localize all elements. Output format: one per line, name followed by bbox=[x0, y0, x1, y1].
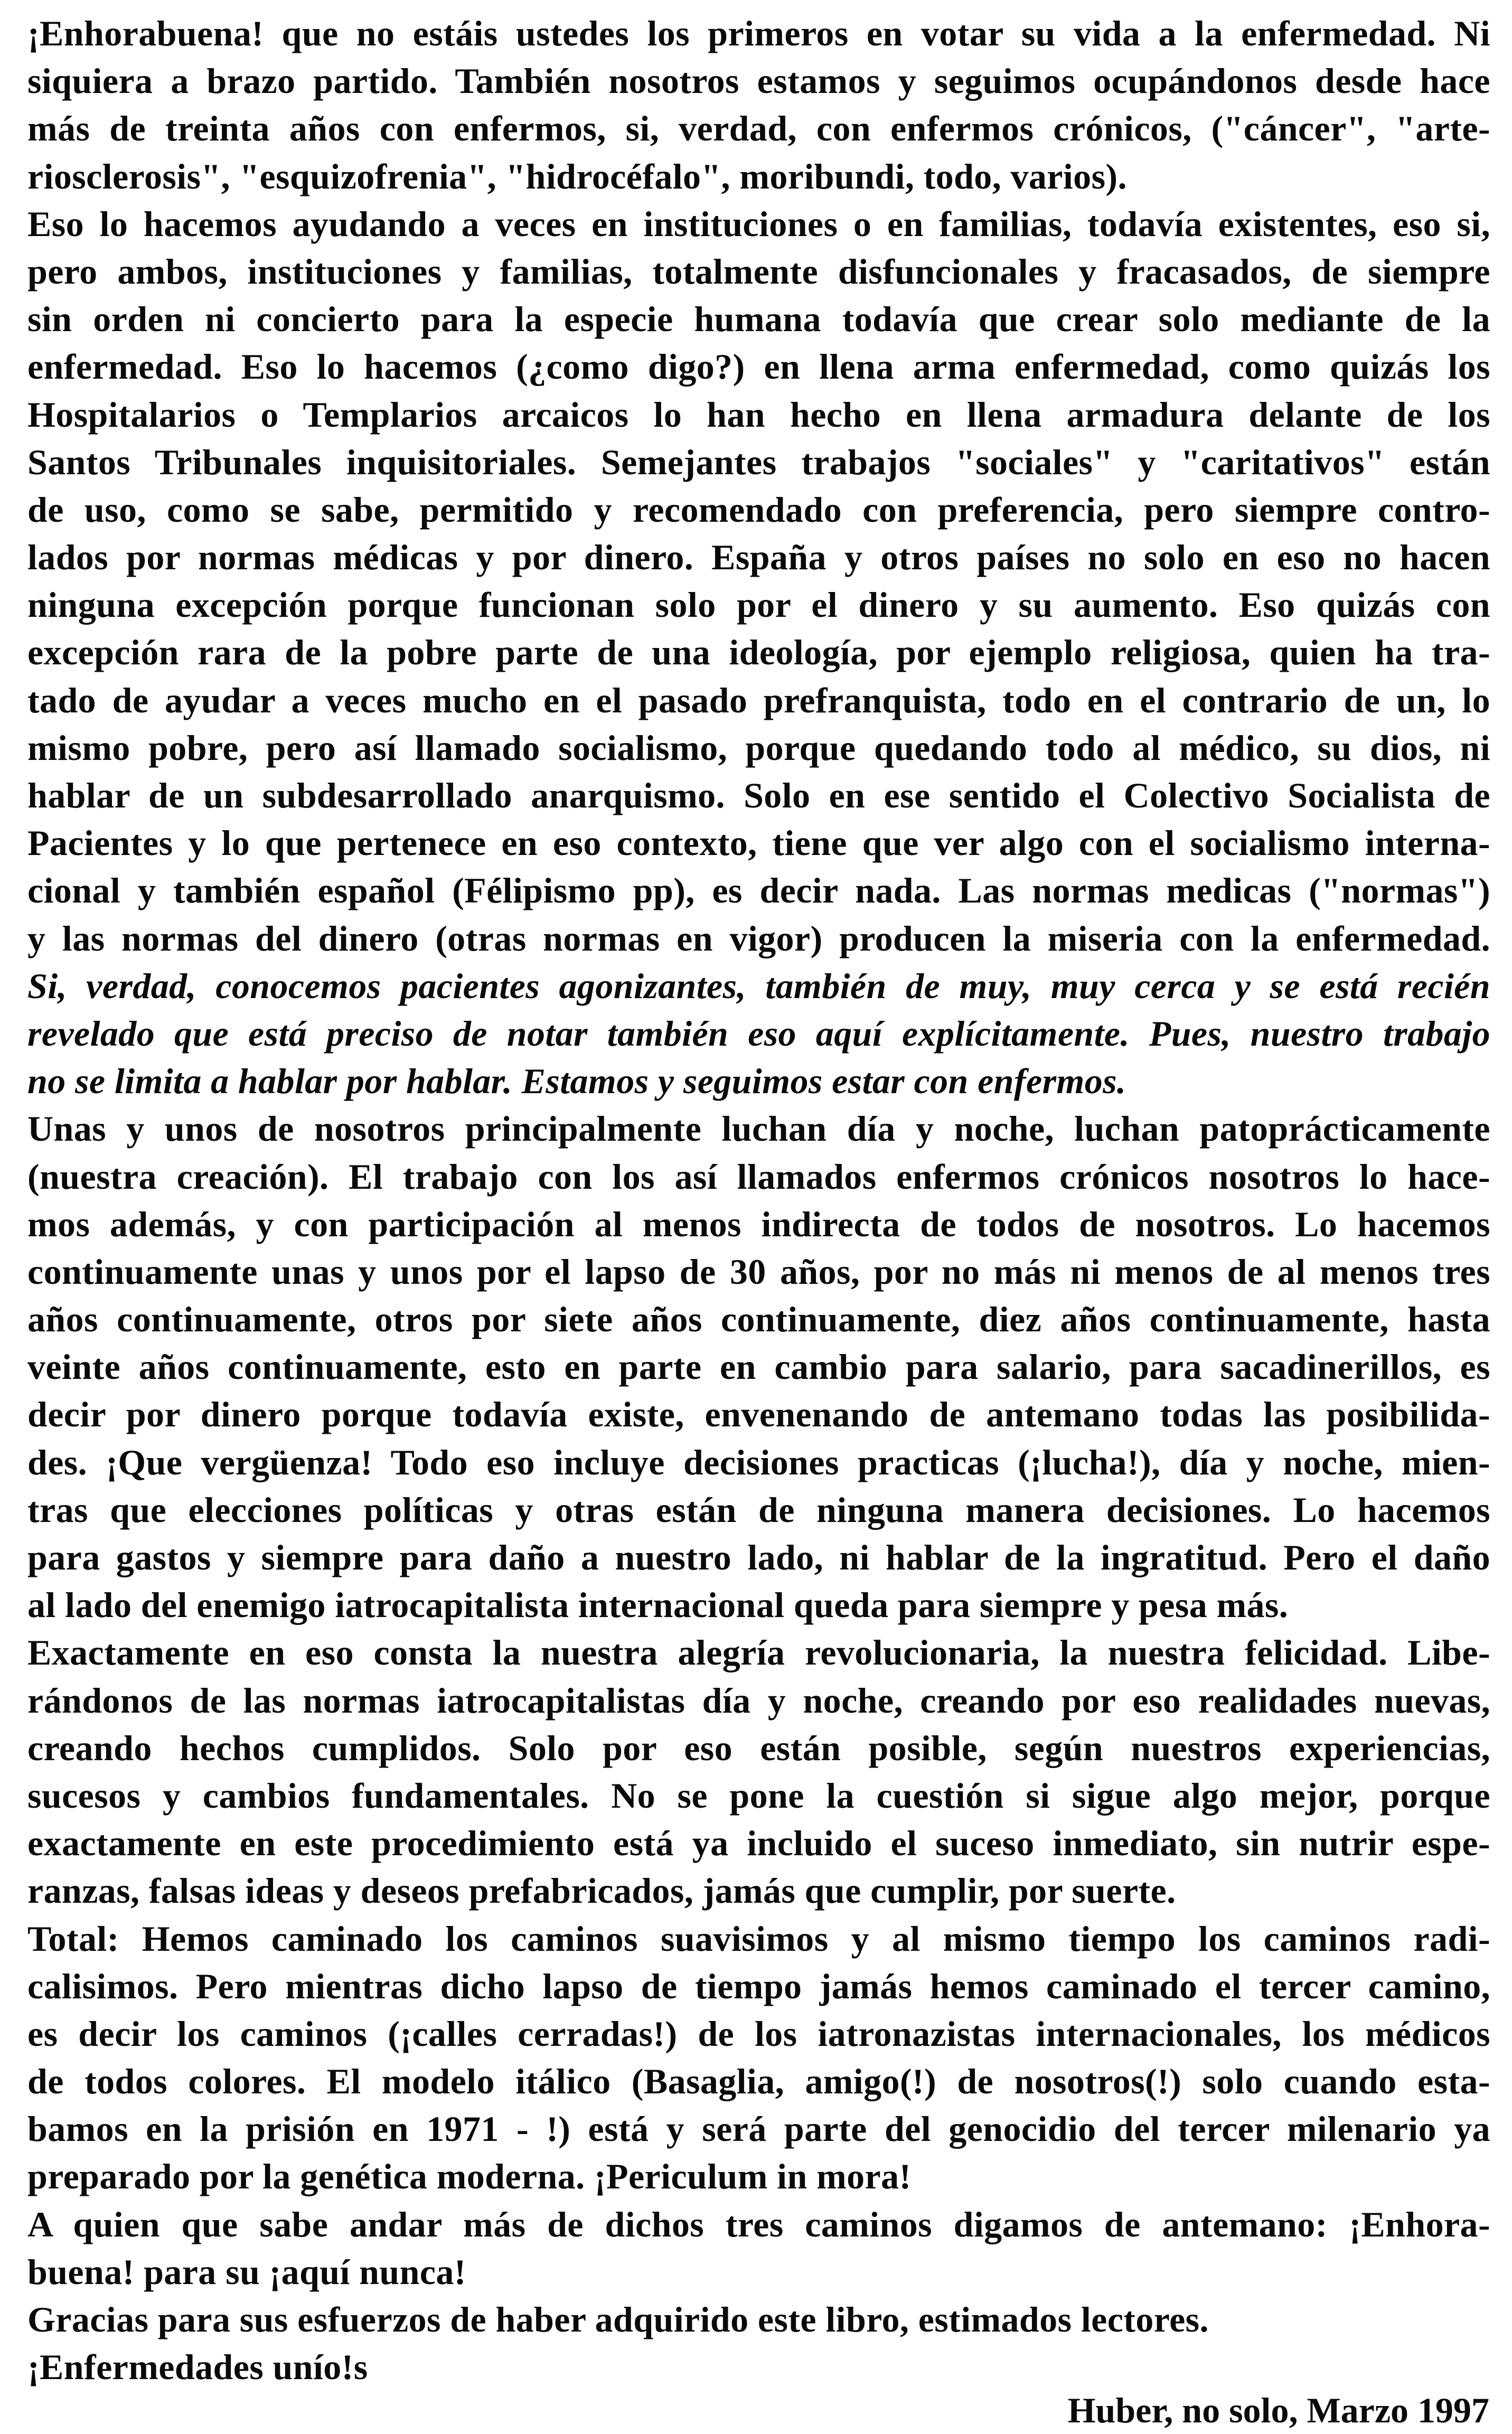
text-line: hablar de un subdesarrollado anarquismo. Solo en ese sentido el Colectivo Socialista de bbox=[27, 775, 1490, 815]
text-line: exactamente en este procedimiento está ya incluido el suceso inmediato, sin nutrir espe- bbox=[27, 1823, 1490, 1864]
text-line: al lado del enemigo iatrocapitalista internacional queda para siempre y pesa más. bbox=[27, 1585, 1289, 1625]
text-line: bamos en la prisión en 1971 - !) está y será parte del genocidio del tercer milenario ya bbox=[27, 2109, 1490, 2149]
text-line: siquiera a brazo partido. También nosotros estamos y seguimos ocupándonos desde hace bbox=[27, 61, 1490, 101]
text-line: lados por normas médicas y por dinero. España y otros países no solo en eso no hacen bbox=[27, 537, 1490, 578]
body-text bbox=[27, 10, 1490, 2391]
text-line: más de treinta años con enfermos, si, verdad, con enfermos crónicos, ("cáncer", "arte- bbox=[27, 108, 1490, 149]
text-line: enfermedad. Eso lo hacemos (¿como digo?) en llena arma enfermedad, como quizás los bbox=[27, 346, 1490, 387]
text-line: Santos Tribunales inquisitoriales. Semejantes trabajos "sociales" y "caritativos" están bbox=[27, 441, 1490, 482]
text-line: Total: Hemos caminado los caminos suavisimos y al mismo tiempo los caminos radi- bbox=[27, 1918, 1490, 1959]
text-line: Eso lo hacemos ayudando a veces en instituciones o en familias, todavía existentes, eso si, bbox=[27, 203, 1490, 244]
text-line: tras que elecciones políticas y otras están de ninguna manera decisiones. Lo hacemos bbox=[27, 1489, 1490, 1530]
text-line: Exactamente en eso consta la nuestra alegría revolucionaria, la nuestra felicidad. Libe- bbox=[27, 1632, 1490, 1673]
text-line: y las normas del dinero (otras normas en vigor) producen la miseria con la enfermedad. bbox=[27, 918, 1490, 958]
text-line: (nuestra creación). El trabajo con los así llamados enfermos crónicos nosotros lo hace- bbox=[27, 1156, 1490, 1197]
text-line-italic: no se limita a hablar por hablar. Estamos y seguimos estar con enfermos. bbox=[27, 1061, 1126, 1102]
text-line: años continuamente, otros por siete años continuamente, diez años continuamente, hasta bbox=[27, 1299, 1490, 1340]
text-line: es decir los caminos (¡calles cerradas!) de los iatronazistas internacionales, los médicos bbox=[27, 2013, 1490, 2054]
text-line: sin orden ni concierto para la especie humana todavía que crear solo mediante de la bbox=[27, 299, 1490, 340]
text-line: pero ambos, instituciones y familias, totalmente disfuncionales y fracasados, de siempre bbox=[27, 251, 1490, 292]
text-line: preparado por la genética moderna. ¡Periculum in mora! bbox=[27, 2156, 912, 2197]
text-line: sucesos y cambios fundamentales. No se pone la cuestión si sigue algo mejor, porque bbox=[27, 1775, 1490, 1816]
text-line: Gracias para sus esfuerzos de haber adquirido este libro, estimados lectores. bbox=[27, 2299, 1209, 2339]
text-line: buena! para su ¡aquí nunca! bbox=[27, 2251, 466, 2292]
text-line: ninguna excepción porque funcionan solo por el dinero y su aumento. Eso quizás con bbox=[27, 585, 1490, 625]
text-line: riosclerosis", "esquizofrenia", "hidrocéfalo", moribundi, todo, varios). bbox=[27, 156, 1127, 196]
text-line: ¡Enhorabuena! que no estáis ustedes los primeros en votar su vida a la enfermedad. Ni bbox=[27, 13, 1490, 53]
text-line: rándonos de las normas iatrocapitalistas día y noche, creando por eso realidades nuevas, bbox=[27, 1680, 1490, 1721]
text-line: Unas y unos de nosotros principalmente luchan día y noche, luchan patoprácticamente bbox=[27, 1108, 1490, 1149]
text-line: mos además, y con participación al menos indirecta de todos de nosotros. Lo hacemos bbox=[27, 1204, 1490, 1244]
text-line: excepción rara de la pobre parte de una ideología, por ejemplo religiosa, quien ha tra- bbox=[27, 632, 1490, 673]
text-line: Pacientes y lo que pertenece en eso contexto, tiene que ver algo con el socialismo interna- bbox=[27, 823, 1490, 863]
text-line: A quien que sabe andar más de dichos tres caminos digamos de antemano: ¡Enhora- bbox=[27, 2204, 1490, 2244]
text-line: mismo pobre, pero así llamado socialismo, porque quedando todo al médico, su dios, ni bbox=[27, 727, 1490, 768]
text-line: continuamente unas y unos por el lapso de 30 años, por no más ni menos de al menos tres bbox=[27, 1251, 1490, 1292]
text-line: veinte años continuamente, esto en parte en cambio para salario, para sacadinerillos, es bbox=[27, 1347, 1490, 1387]
text-line: de uso, como se sabe, permitido y recomendado con preferencia, pero siempre contro- bbox=[27, 489, 1490, 530]
text-line: creando hechos cumplidos. Solo por eso están posible, según nuestros experiencias, bbox=[27, 1727, 1490, 1768]
text-line: de todos colores. El modelo itálico (Basaglia, amigo(!) de nosotros(!) solo cuando esta- bbox=[27, 2061, 1490, 2102]
text-line: calisimos. Pero mientras dicho lapso de tiempo jamás hemos caminado el tercer camino, bbox=[27, 1966, 1490, 2006]
text-line: des. ¡Que vergüenza! Todo eso incluye decisiones practicas (¡lucha!), día y noche, mien- bbox=[27, 1442, 1490, 1482]
text-line: ¡Enfermedades unío!s bbox=[27, 2347, 368, 2388]
text-line: tado de ayudar a veces mucho en el pasado prefranquista, todo en el contrario de un, lo bbox=[27, 680, 1490, 720]
text-line: decir por dinero porque todavía existe, envenenando de antemano todas las posibilida- bbox=[27, 1394, 1490, 1435]
text-line: Hospitalarios o Templarios arcaicos lo han hecho en llena armadura delante de los bbox=[27, 394, 1490, 435]
text-line-italic: Si, verdad, conocemos pacientes agonizantes, también de muy, muy cerca y se está recién bbox=[27, 965, 1490, 1006]
text-line: para gastos y siempre para daño a nuestro lado, ni hablar de la ingratitud. Pero el daño bbox=[27, 1537, 1490, 1577]
signature: Huber, no solo, Marzo 1997 bbox=[1067, 2390, 1489, 2430]
text-line: cional y también español (Félipismo pp), es decir nada. Las normas medicas ("normas") bbox=[27, 870, 1490, 911]
text-line-italic: revelado que está preciso de notar también eso aquí explícitamente. Pues, nuestro trabajo bbox=[27, 1013, 1490, 1054]
text-line: ranzas, falsas ideas y deseos prefabricados, jamás que cumplir, por suerte. bbox=[27, 1871, 1176, 1911]
